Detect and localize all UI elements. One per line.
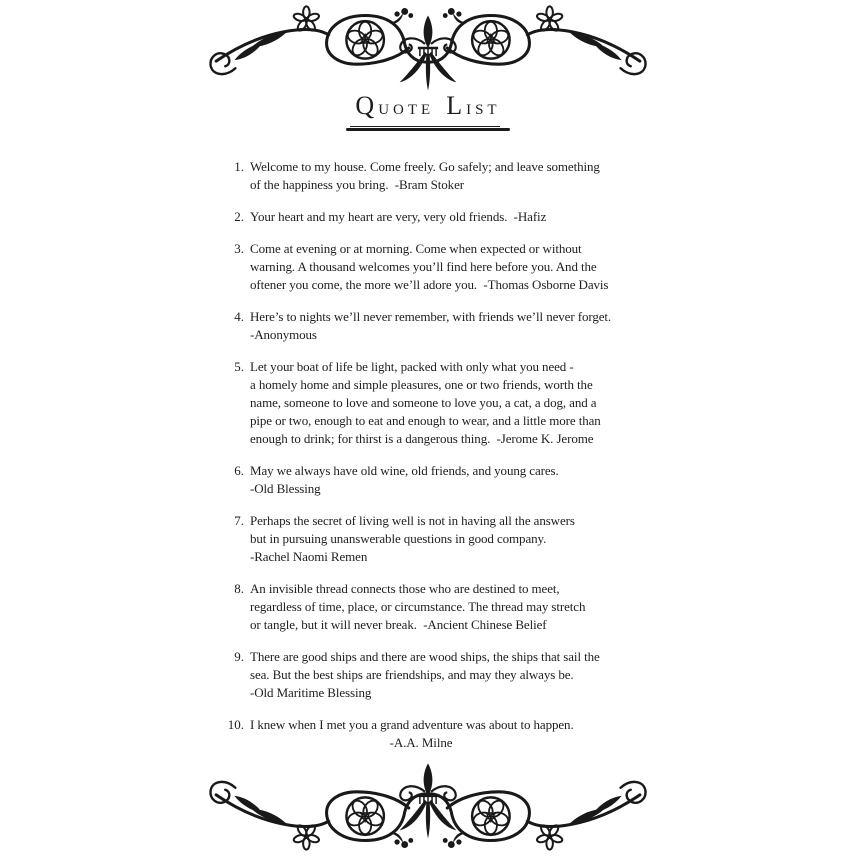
quote-line: name, someone to love and someone to love you, a cat, a dog, and a: [250, 395, 597, 410]
quote-item: [222, 240, 652, 294]
quote-number: 6.: [234, 463, 244, 478]
quote-line: May we always have old wine, old friends, and young cares.: [250, 463, 559, 478]
quote-number: 1.: [234, 159, 244, 174]
quote-attribution: -Anonymous: [250, 327, 317, 342]
quote-item: [222, 462, 652, 498]
quote-attribution: -Rachel Naomi Remen: [250, 549, 368, 564]
quote-number: 2.: [234, 209, 244, 224]
quote-line: or tangle, but it will never break. -Ancient Chinese Belief: [250, 617, 547, 632]
quote-line: An invisible thread connects those who are destined to meet,: [250, 581, 560, 596]
quote-number: 8.: [234, 581, 244, 596]
quote-line: but in pursuing unanswerable questions in good company.: [250, 531, 547, 546]
title-initial: Q: [355, 91, 379, 120]
quote-item: [222, 648, 652, 702]
quote-line: of the happiness you bring. -Bram Stoker: [250, 177, 464, 192]
quote-line: Here’s to nights we’ll never remember, with friends we’ll never forget.: [250, 309, 612, 324]
title-initial: L: [446, 91, 467, 120]
quote-text: [250, 358, 652, 448]
quote-item: [222, 512, 652, 566]
quote-item: [222, 308, 652, 344]
quote-text: [250, 462, 652, 498]
quote-text: [250, 512, 652, 566]
quote-number: 7.: [234, 513, 244, 528]
quote-item: [222, 358, 652, 448]
title-smallcaps: IST: [466, 102, 501, 118]
quote-text: [250, 158, 652, 194]
quote-item: [222, 716, 652, 752]
quote-line: There are good ships and there are wood ships, the ships that sail the: [250, 649, 600, 664]
quote-line: Welcome to my house. Come freely. Go safely; and leave something: [250, 159, 600, 174]
quote-line: Come at evening or at morning. Come when expected or without: [250, 241, 582, 256]
quote-line: sea. But the best ships are friendships, and may they always be.: [250, 667, 574, 682]
quote-text: [250, 580, 652, 634]
quote-text: [250, 240, 652, 294]
quote-item: [222, 208, 652, 226]
quote-item: [222, 158, 652, 194]
quote-line: I knew when I met you a grand adventure was about to happen.: [250, 717, 574, 732]
quote-line: warning. A thousand welcomes you’ll find here before you. And the: [250, 259, 597, 274]
quote-line: pipe or two, enough to eat and enough to wear, and a little more than: [250, 413, 601, 428]
title-underline-thin-line: [350, 126, 500, 127]
top-flourish-ornament: [205, 3, 651, 97]
quote-attribution: -Old Maritime Blessing: [250, 685, 372, 700]
quote-line: oftener you come, the more we’ll adore you. -Thomas Osborne Davis: [250, 277, 609, 292]
quote-number: 3.: [234, 241, 244, 256]
title-underline-thick-line: [346, 128, 510, 131]
quote-line: Your heart and my heart are very, very old friends. -Hafiz: [250, 209, 547, 224]
quote-line: Perhaps the secret of living well is not in having all the answers: [250, 513, 575, 528]
quote-text: [250, 648, 652, 702]
quote-line: a homely home and simple pleasures, one or two friends, worth the: [250, 377, 593, 392]
quote-item: [222, 580, 652, 634]
quote-text: [250, 208, 652, 226]
title-underline-rule: [346, 126, 510, 131]
quote-text: [250, 308, 652, 344]
quote-number: 5.: [234, 359, 244, 374]
page-title: [0, 93, 856, 119]
quote-attribution: -Old Blessing: [250, 481, 321, 496]
quote-list: [222, 158, 652, 766]
quote-line: enough to drink; for thirst is a dangerous thing. -Jerome K. Jerome: [250, 431, 594, 446]
quote-line: Let your boat of life be light, packed with only what you need -: [250, 359, 574, 374]
quote-number: 10.: [227, 717, 244, 732]
quote-attribution: -A.A. Milne: [389, 735, 453, 750]
quote-text: [250, 716, 652, 752]
quote-line: regardless of time, place, or circumstance. The thread may stretch: [250, 599, 586, 614]
quote-number: 9.: [234, 649, 244, 664]
title-smallcaps: UOTE: [378, 102, 435, 118]
quote-number: 4.: [234, 309, 244, 324]
bottom-flourish-ornament: [205, 759, 651, 853]
